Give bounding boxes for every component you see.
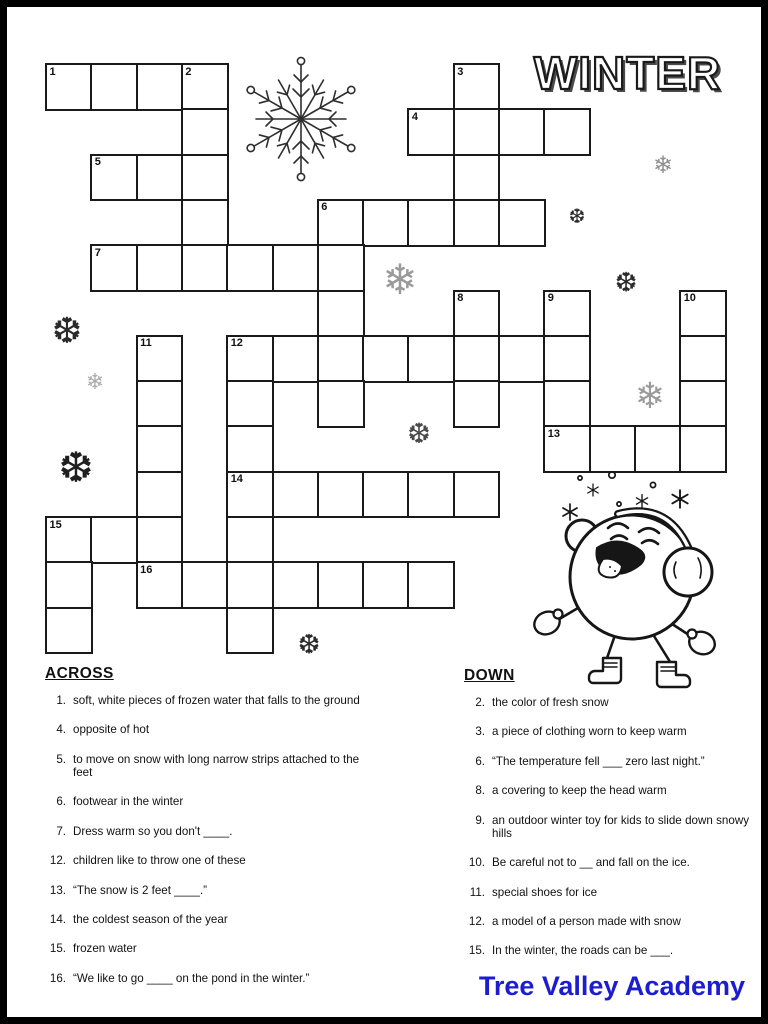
crossword-cell[interactable]	[453, 335, 501, 383]
brand-logo-text: Tree Valley Academy	[478, 971, 745, 1001]
snowflake-icon: ❆	[297, 629, 321, 660]
snowflake-icon: ❄	[382, 256, 418, 303]
crossword-cell[interactable]	[679, 335, 727, 383]
clue-number: 13.	[49, 883, 66, 897]
crossword-cell[interactable]	[317, 199, 365, 247]
crossword-cell[interactable]	[317, 561, 365, 609]
clue-text: frozen water	[73, 942, 137, 956]
crossword-cell[interactable]	[181, 154, 229, 202]
crossword-cell[interactable]	[407, 335, 455, 383]
clue-item	[464, 755, 749, 768]
crossword-cell[interactable]	[181, 199, 229, 247]
crossword-cell[interactable]	[226, 561, 274, 609]
clue-item	[464, 856, 749, 869]
crossword-cell[interactable]	[226, 516, 274, 564]
leg-right	[654, 636, 672, 665]
clue-text: “The snow is 2 feet ____.”	[73, 883, 208, 897]
clue-item	[45, 854, 367, 867]
clue-text: to move on snow with long narrow strips attached to the feet	[73, 752, 360, 779]
crossword-cell[interactable]	[136, 516, 184, 564]
crossword-cell[interactable]	[272, 335, 320, 383]
cell-number: 7	[94, 246, 101, 259]
clue-text: “We like to go ____ on the pond in the winter.”	[73, 971, 310, 985]
snowflake-icon: ❄	[634, 375, 666, 416]
clue-item	[464, 814, 749, 840]
snowflake-icon: ❄	[652, 152, 674, 179]
crossword-cell[interactable]	[226, 335, 274, 383]
crossword-cell[interactable]	[272, 471, 320, 519]
cell-number: 4	[411, 110, 419, 123]
cell-number: 11	[140, 337, 152, 350]
crossword-cell[interactable]	[272, 244, 320, 292]
snowflake-icon: ❆	[407, 418, 431, 449]
crossword-cell[interactable]	[136, 471, 184, 519]
clue-text: soft, white pieces of frozen water that falls to the ground	[73, 694, 360, 707]
tongue	[599, 559, 622, 578]
crossword-cell[interactable]	[543, 335, 591, 383]
clue-number: 5.	[56, 752, 66, 766]
crossword-cell[interactable]	[679, 380, 727, 428]
crossword-cell[interactable]	[226, 607, 274, 655]
clue-item	[464, 915, 749, 928]
clue-item	[45, 753, 367, 779]
crossword-cell[interactable]	[407, 561, 455, 609]
clue-number: 15.	[49, 942, 66, 956]
crossword-cell[interactable]	[453, 380, 501, 428]
crossword-cell[interactable]	[362, 199, 410, 247]
clue-number: 10.	[468, 856, 485, 870]
clue-text: Be careful not to __ and fall on the ice.	[492, 856, 690, 870]
cell-number: 2	[185, 65, 192, 78]
crossword-cell[interactable]	[317, 244, 365, 292]
crossword-cell[interactable]	[407, 199, 455, 247]
crossword-cell[interactable]	[317, 335, 365, 383]
crossword-cell[interactable]	[181, 561, 229, 609]
clue-number: 16.	[49, 971, 66, 985]
clue-text: footwear in the winter	[73, 795, 184, 809]
cell-number: 14	[230, 473, 243, 486]
cell-number: 9	[547, 292, 554, 304]
crossword-cell[interactable]	[498, 199, 546, 247]
down-list	[464, 696, 749, 958]
crossword-cell[interactable]	[90, 154, 138, 202]
cell-number: 12	[230, 337, 243, 350]
clue-number: 4.	[56, 723, 66, 737]
clue-number: 3.	[475, 725, 485, 739]
crossword-cell[interactable]	[317, 380, 365, 428]
crossword-cell[interactable]	[453, 199, 501, 247]
crossword-cell[interactable]	[407, 471, 455, 519]
clue-text: In the winter, the roads can be ___.	[492, 944, 674, 958]
clue-number: 8.	[475, 784, 485, 798]
across-section	[45, 665, 367, 1001]
clue-item	[464, 696, 749, 709]
crossword-cell[interactable]	[543, 380, 591, 428]
crossword-cell[interactable]	[362, 471, 410, 519]
cell-number: 1	[49, 65, 56, 78]
cell-number: 3	[457, 65, 464, 78]
clue-number: 6.	[475, 754, 485, 768]
clue-text: a covering to keep the head warm	[492, 784, 667, 798]
across-heading: ACROSS	[45, 665, 114, 682]
down-heading: DOWN	[464, 667, 515, 684]
crossword-cell[interactable]	[679, 290, 727, 338]
clue-item	[45, 942, 367, 955]
clue-item	[45, 694, 367, 707]
crossword-cell[interactable]	[226, 244, 274, 292]
clue-text: “The temperature fell ___ zero last night.”	[492, 754, 705, 768]
clue-text: a piece of clothing worn to keep warm	[492, 725, 687, 739]
snowflake-icon: ❆	[51, 310, 83, 351]
crossword-cell[interactable]	[136, 335, 184, 383]
clue-number: 12.	[468, 914, 485, 928]
crossword-cell[interactable]	[181, 244, 229, 292]
crossword-cell[interactable]	[136, 63, 184, 111]
crossword-cell[interactable]	[90, 244, 138, 292]
crossword-cell[interactable]	[453, 290, 501, 338]
clue-number: 14.	[49, 912, 66, 926]
cell-number: 6	[321, 201, 328, 214]
snowman-illustration	[520, 462, 740, 700]
clue-text: opposite of hot	[73, 723, 150, 737]
crossword-cell[interactable]	[407, 108, 455, 156]
cell-number: 16	[140, 563, 153, 576]
clue-text: the coldest season of the year	[73, 912, 228, 926]
clue-number: 1.	[56, 694, 66, 707]
crossword-cell[interactable]	[362, 335, 410, 383]
crossword-cell[interactable]	[272, 561, 320, 609]
down-section	[464, 667, 749, 974]
crossword-cell[interactable]	[136, 561, 184, 609]
mitten-right	[686, 628, 718, 658]
clue-text: an outdoor winter toy for kids to slide down snowy hills	[492, 813, 749, 840]
crossword-cell[interactable]	[136, 380, 184, 428]
snowflake-icon: ❆	[614, 267, 638, 298]
crossword-cell[interactable]	[45, 63, 93, 111]
crossword-cell[interactable]	[226, 471, 274, 519]
clue-number: 7.	[56, 824, 66, 838]
cell-number: 10	[683, 292, 696, 304]
snowflake-icon: ❆	[568, 206, 586, 228]
crossword-cell[interactable]	[453, 108, 501, 156]
crossword-cell[interactable]	[498, 108, 546, 156]
cell-number: 8	[457, 292, 464, 304]
clue-item	[45, 723, 367, 736]
crossword-cell[interactable]	[543, 108, 591, 156]
clue-item	[464, 725, 749, 738]
crossword-cell[interactable]	[498, 335, 546, 383]
crossword-cell[interactable]	[453, 63, 501, 111]
crossword-cell[interactable]	[317, 471, 365, 519]
snowflake-icon: ❄	[85, 369, 105, 394]
crossword-cell[interactable]	[317, 290, 365, 338]
crossword-cell[interactable]	[45, 516, 93, 564]
clue-number: 12.	[49, 854, 66, 868]
clue-text: a model of a person made with snow	[492, 914, 681, 928]
snowflake-icon: ❆	[58, 444, 94, 491]
clue-number: 15.	[468, 944, 485, 958]
crossword-cell[interactable]	[453, 471, 501, 519]
crossword-cell[interactable]	[45, 561, 93, 609]
clue-item	[45, 795, 367, 808]
clue-text: Dress warm so you don't ____.	[73, 824, 233, 838]
clue-item	[464, 886, 749, 899]
crossword-cell[interactable]	[136, 244, 184, 292]
clue-number: 11.	[469, 885, 485, 899]
cell-number: 15	[49, 518, 62, 531]
clue-number: 2.	[475, 696, 485, 709]
across-list	[45, 694, 367, 985]
crossword-cell[interactable]	[90, 63, 138, 111]
clue-item	[45, 913, 367, 926]
clue-text: the color of fresh snow	[492, 696, 609, 709]
clue-number: 9.	[475, 813, 485, 827]
cell-number: 13	[547, 427, 561, 440]
clue-item	[464, 784, 749, 797]
clue-item	[45, 884, 367, 897]
earmuff-right	[664, 548, 712, 596]
clue-item	[464, 944, 749, 957]
crossword-cell[interactable]	[136, 425, 184, 473]
crossword-cell[interactable]	[181, 108, 229, 156]
crossword-cell[interactable]	[543, 290, 591, 338]
clue-text: children like to throw one of these	[73, 854, 246, 868]
crossword-cell[interactable]	[226, 380, 274, 428]
crossword-cell[interactable]	[90, 516, 138, 564]
crossword-cell[interactable]	[45, 607, 93, 655]
clue-item	[45, 825, 367, 838]
crossword-cell[interactable]	[453, 154, 501, 202]
clue-text: special shoes for ice	[492, 885, 598, 899]
crossword-cell[interactable]	[136, 154, 184, 202]
crossword-cell[interactable]	[226, 425, 274, 473]
cell-number: 5	[94, 156, 101, 169]
crossword-cell[interactable]	[362, 561, 410, 609]
crossword-cell[interactable]	[181, 63, 229, 111]
clue-number: 6.	[56, 795, 66, 809]
page-title: WINTER	[533, 47, 722, 99]
mitten-left	[531, 608, 564, 639]
clue-item	[45, 972, 367, 985]
